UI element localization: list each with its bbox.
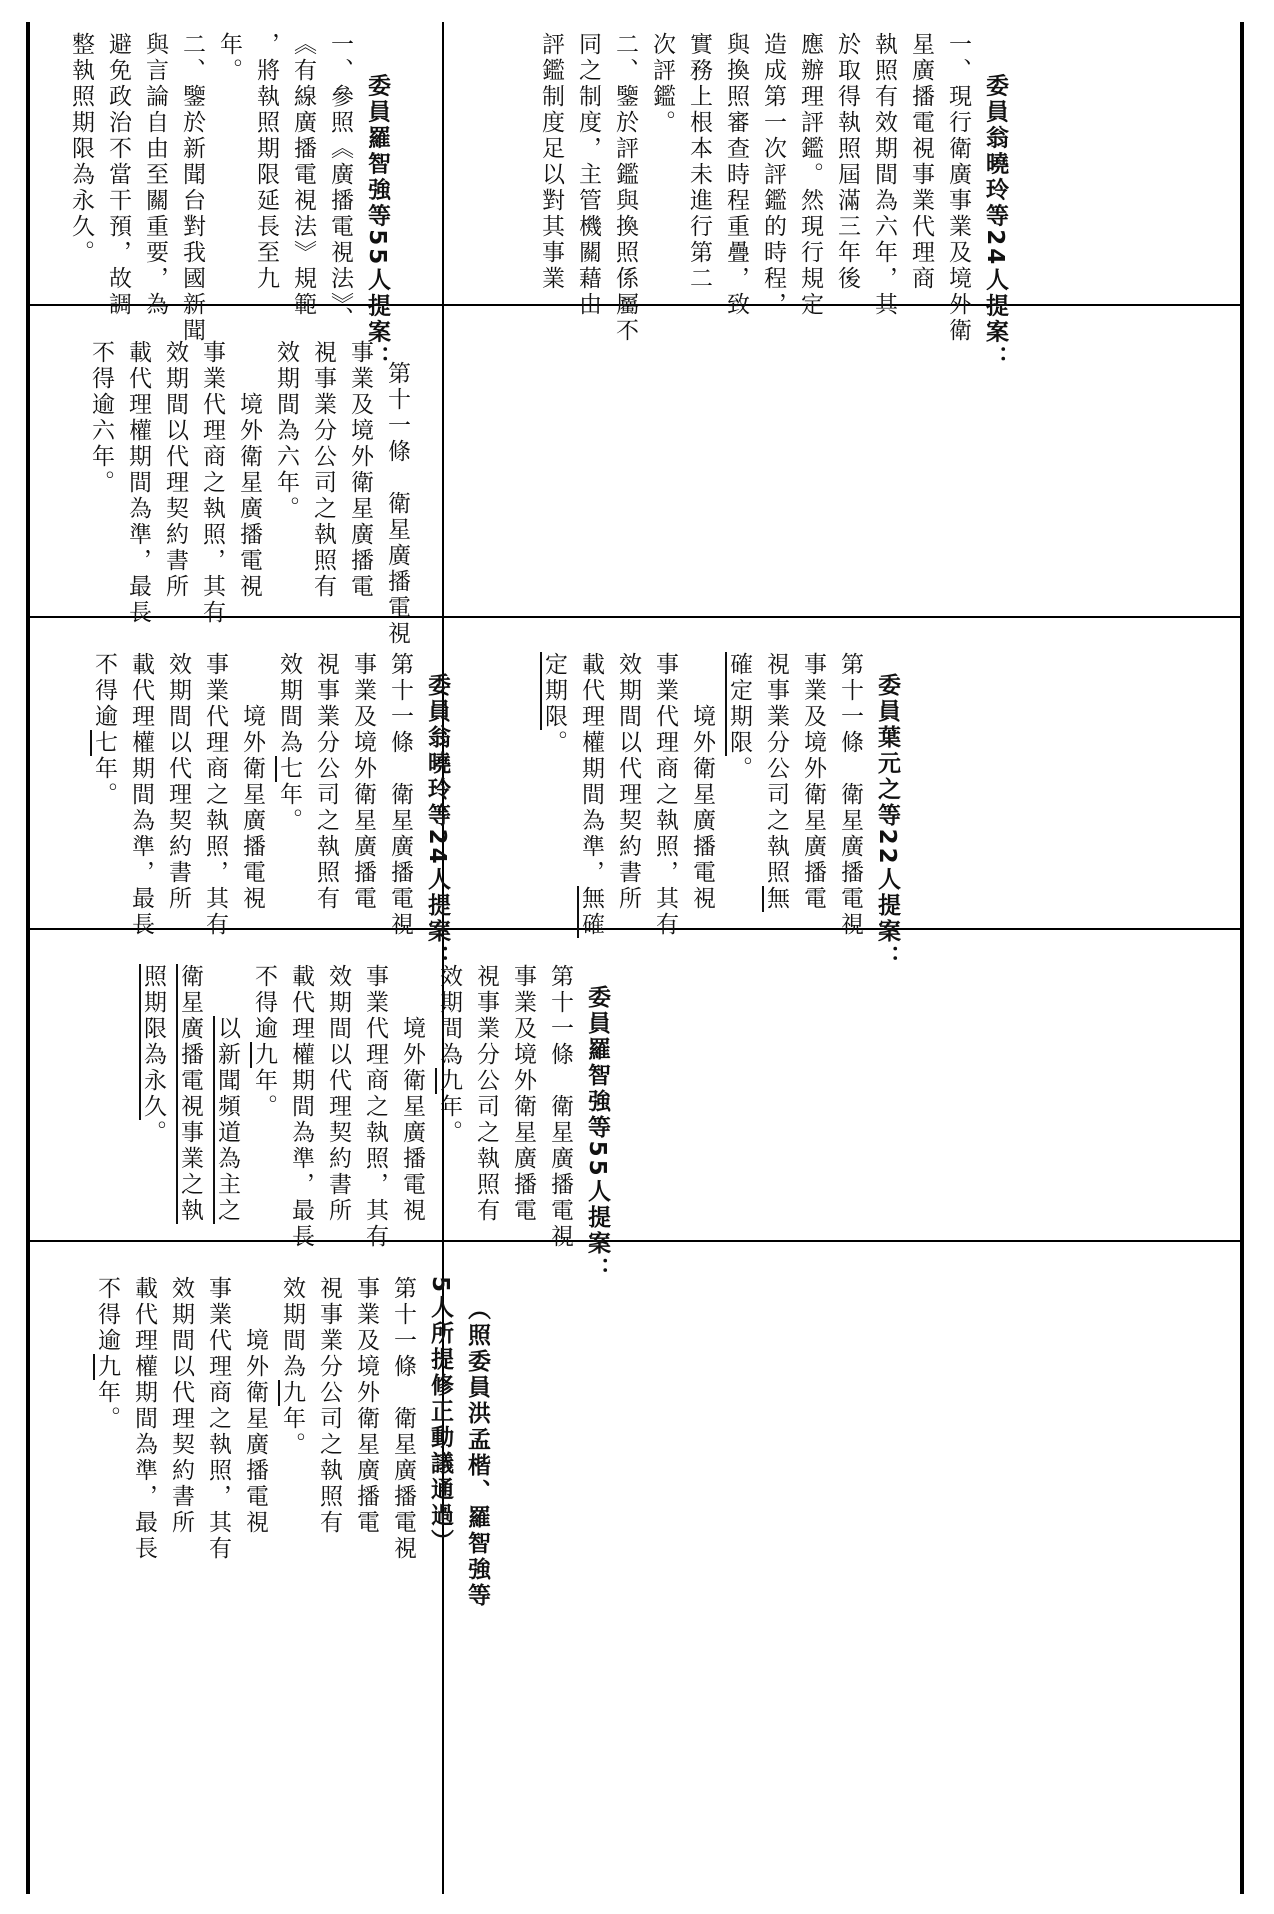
amended-text: 九: [251, 1042, 277, 1068]
text-line: 年。: [94, 1380, 120, 1432]
text-line: 效期間為: [436, 964, 462, 1068]
text-line: 事業代理商之執照，其有: [362, 964, 388, 1250]
text-line: 效期間為: [279, 1276, 305, 1380]
text-line: 造成第一次評鑑的時程，: [760, 32, 786, 318]
text-line: [214, 964, 240, 1016]
text-line: 整執照期限為永久。: [68, 32, 94, 266]
text-line: 效期間為: [276, 652, 302, 756]
text-line: 不得逾: [91, 652, 117, 730]
text-line: 效期間以代理契約書所: [325, 964, 351, 1224]
ye-proposal-cell: [522, 652, 942, 971]
text-line: 二、鑒於新聞台對我國新聞: [179, 32, 205, 344]
text-line: 效期間以代理契約書所: [615, 652, 641, 912]
text-line: 評鑑制度足以對其事業: [538, 32, 564, 292]
text-line: 執照有效期間為六年，其: [871, 32, 897, 318]
proposer-heading: 委員葉元之等22人提案：: [874, 672, 900, 971]
text-line: 載代理權期間為準，最長: [131, 1276, 157, 1562]
text-line: 年。: [216, 32, 242, 84]
amendment-note: （照委員洪孟楷、羅智強等: [464, 1296, 490, 1609]
text-line: 事業及境外衛星廣播電: [350, 652, 376, 912]
text-line: 一、現行衛廣事業及境外衛: [945, 32, 971, 344]
text-line: 星廣播電視事業代理商: [908, 32, 934, 292]
text-line: 載代理權期間為準，: [578, 652, 604, 886]
text-line: 年。: [279, 1406, 305, 1458]
text-line: 第十一條 衛星廣播電視: [390, 1276, 416, 1562]
amended-text: 照期限為永久: [140, 964, 166, 1120]
text-line: 境外衛星廣播電視: [236, 340, 262, 600]
text-line: 視事業分公司之執照: [763, 652, 789, 886]
amended-law-cell: [32, 1276, 532, 1609]
amended-text: 無: [763, 886, 789, 912]
amended-text: 九: [279, 1380, 305, 1406]
text-line: 不得逾: [251, 964, 277, 1042]
amended-text: 九: [94, 1354, 120, 1380]
text-line: 年。: [251, 1068, 277, 1120]
text-line: 於取得執照屆滿三年後: [834, 32, 860, 292]
text-line: 年。: [91, 756, 117, 808]
text-line: 。: [541, 730, 567, 756]
weng-proposal-cell: [32, 652, 492, 971]
text-line: 視事業分公司之執照有: [313, 652, 339, 912]
text-line: 事業及境外衛星廣播電: [347, 340, 373, 600]
text-line: 事業及境外衛星廣播電: [800, 652, 826, 912]
amended-text: 無確: [578, 886, 604, 938]
text-line: 事業及境外衛星廣播電: [510, 964, 536, 1224]
text-line: 事業代理商之執照，其有: [199, 340, 225, 626]
text-line: 同之制度，主管機關藉由: [575, 32, 601, 318]
text-line: 第十一條 衛星廣播電視: [547, 964, 573, 1250]
text-line: 載代理權期間為準，最長: [288, 964, 314, 1250]
text-line: 事業及境外衛星廣播電: [353, 1276, 379, 1536]
text-line: 與換照審查時程重疊，致: [723, 32, 749, 318]
text-line: 。: [140, 1120, 166, 1146]
text-line: 效期間為六年。: [273, 340, 299, 522]
text-line: 境外衛星廣播電視: [239, 652, 265, 912]
text-line: 視事業分公司之執照有: [473, 964, 499, 1224]
amended-text: 七: [276, 756, 302, 782]
explanation-weng: [490, 32, 1050, 372]
amendment-note: 5人所提修正動議通過）: [427, 1276, 453, 1556]
text-line: 效期間以代理契約書所: [162, 340, 188, 600]
amended-text: 以新聞頻道為主之: [214, 1016, 240, 1224]
text-line: 境外衛星廣播電視: [399, 964, 425, 1224]
text-line: 應辦理評鑑。然現行規定: [797, 32, 823, 318]
text-line: 二、鑒於評鑑與換照係屬不: [612, 32, 638, 344]
text-line: 。: [726, 756, 752, 782]
text-line: 第十一條 衛星廣播電視: [387, 652, 413, 938]
text-line: 境外衛星廣播電視: [689, 652, 715, 912]
text-line: 效期間以代理契約書所: [165, 652, 191, 912]
text-line: 視事業分公司之執照有: [310, 340, 336, 600]
text-line: 事業代理商之執照，其有: [652, 652, 678, 938]
amended-text: 七: [91, 730, 117, 756]
luo-proposal-cell: [32, 964, 652, 1283]
proposer-heading: 委員羅智強等55人提案：: [584, 984, 610, 1283]
row-divider: [30, 1240, 1240, 1242]
amended-text: 衛星廣播電視事業之執: [177, 964, 203, 1224]
proposer-heading: 委員羅智強等55人提案：: [364, 73, 390, 372]
text-line: 《有線廣播電視法》規範: [290, 32, 316, 318]
text-line: 實務上根本未進行第二: [686, 32, 712, 292]
text-line: 次評鑑。: [649, 32, 675, 136]
text-line: 年。: [436, 1094, 462, 1146]
current-law-cell: [32, 340, 452, 647]
text-line: 載代理權期間為準，最長: [128, 652, 154, 938]
text-line: ，將執照期限延長至九: [253, 32, 279, 292]
text-line: 事業代理商之執照，其有: [202, 652, 228, 938]
proposer-heading: 委員翁曉玲等24人提案：: [982, 73, 1008, 372]
amended-text: 確定期限: [726, 652, 752, 756]
proposer-heading: 委員翁曉玲等24人提案：: [424, 672, 450, 971]
text-line: 第十一條 衛星廣播電視: [837, 652, 863, 938]
explanation-luo: [32, 32, 432, 372]
text-line: 載代理權期間為準，最長: [125, 340, 151, 626]
text-line: 年。: [276, 782, 302, 834]
text-line: 效期間以代理契約書所: [168, 1276, 194, 1536]
text-line: 第十一條 衛星廣播電視: [384, 360, 410, 647]
amended-text: 九: [436, 1068, 462, 1094]
text-line: 一、參照《廣播電視法》、: [327, 32, 353, 333]
text-line: 不得逾六年。: [88, 340, 114, 496]
text-line: 境外衛星廣播電視: [242, 1276, 268, 1536]
text-line: 視事業分公司之執照有: [316, 1276, 342, 1536]
text-line: 避免政治不當干預，故調: [105, 32, 131, 318]
text-line: 事業代理商之執照，其有: [205, 1276, 231, 1562]
text-line: 不得逾: [94, 1276, 120, 1354]
amended-text: 定期限: [541, 652, 567, 730]
text-line: 與言論自由至關重要，為: [142, 32, 168, 318]
